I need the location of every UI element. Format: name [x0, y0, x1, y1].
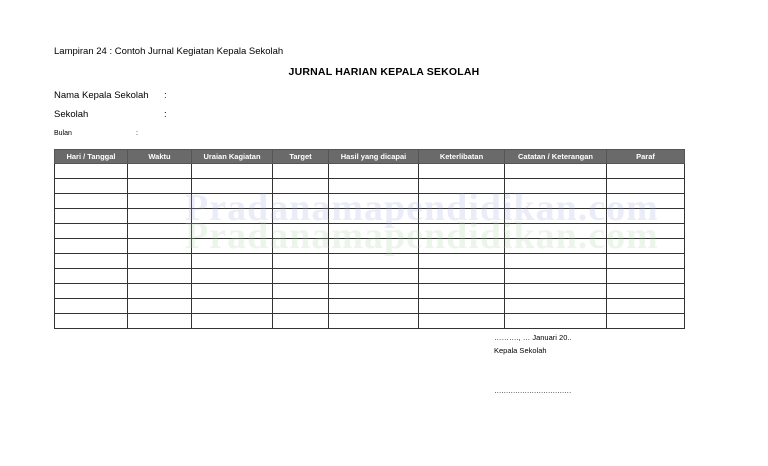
table-cell	[419, 254, 505, 269]
table-cell	[607, 164, 685, 179]
table-cell	[55, 239, 128, 254]
table-cell	[128, 254, 192, 269]
table-cell	[607, 254, 685, 269]
table-cell	[419, 164, 505, 179]
table-cell	[505, 224, 607, 239]
table-cell	[55, 179, 128, 194]
field-bulan	[54, 130, 138, 137]
field-label: Sekolah	[54, 109, 89, 120]
table-cell	[128, 269, 192, 284]
table-cell	[607, 224, 685, 239]
table-cell	[273, 254, 329, 269]
table-cell	[329, 194, 419, 209]
signature-role: Kepala Sekolah	[494, 346, 547, 355]
column-header: Paraf	[607, 150, 685, 164]
field-label: Nama Kepala Sekolah	[54, 90, 149, 101]
table-cell	[329, 164, 419, 179]
table-cell	[273, 239, 329, 254]
table-cell	[607, 179, 685, 194]
table-cell	[192, 314, 273, 329]
table-cell	[128, 314, 192, 329]
table-cell	[329, 284, 419, 299]
table-cell	[505, 284, 607, 299]
table-row	[55, 299, 685, 314]
table-cell	[128, 284, 192, 299]
table-cell	[273, 314, 329, 329]
field-colon: :	[164, 109, 167, 120]
table-cell	[192, 194, 273, 209]
table-cell	[607, 284, 685, 299]
table-cell	[192, 239, 273, 254]
table-row	[55, 314, 685, 329]
table-cell	[607, 299, 685, 314]
table-header-row	[55, 150, 685, 164]
table-row	[55, 209, 685, 224]
table-cell	[329, 209, 419, 224]
table-cell	[329, 224, 419, 239]
table-cell	[273, 284, 329, 299]
table-cell	[192, 224, 273, 239]
table-cell	[273, 164, 329, 179]
table-cell	[192, 164, 273, 179]
table-cell	[192, 269, 273, 284]
table-cell	[55, 224, 128, 239]
table-cell	[505, 164, 607, 179]
table-cell	[419, 209, 505, 224]
table-cell	[273, 269, 329, 284]
table-cell	[505, 314, 607, 329]
table-cell	[55, 209, 128, 224]
table-cell	[329, 239, 419, 254]
table-cell	[419, 284, 505, 299]
table-cell	[55, 299, 128, 314]
field-colon: :	[164, 90, 167, 101]
table-row	[55, 254, 685, 269]
table-cell	[128, 194, 192, 209]
table-row	[55, 269, 685, 284]
column-header: Catatan / Keterangan	[505, 150, 607, 164]
column-header: Waktu	[128, 150, 192, 164]
table-cell	[329, 299, 419, 314]
table-cell	[419, 299, 505, 314]
table-row	[55, 239, 685, 254]
table-cell	[607, 314, 685, 329]
field-nama-kepala-sekolah	[54, 90, 167, 101]
table-cell	[419, 194, 505, 209]
table-cell	[607, 239, 685, 254]
table-cell	[128, 179, 192, 194]
table-row	[55, 164, 685, 179]
table-cell	[329, 314, 419, 329]
table-cell	[55, 314, 128, 329]
table-cell	[273, 224, 329, 239]
table-cell	[192, 254, 273, 269]
table-body	[55, 164, 685, 329]
column-header: Keterlibatan	[419, 150, 505, 164]
table-row	[55, 179, 685, 194]
field-sekolah	[54, 109, 167, 120]
table-cell	[128, 224, 192, 239]
watermark-logo: Pradanamapendidikan.com	[185, 187, 659, 229]
table-cell	[419, 224, 505, 239]
table-cell	[192, 209, 273, 224]
table-cell	[607, 209, 685, 224]
column-header: Hari / Tanggal	[55, 150, 128, 164]
document-caption: Lampiran 24 : Contoh Jurnal Kegiatan Kepala Sekolah	[54, 46, 284, 57]
table-cell	[419, 239, 505, 254]
signature-date: ………., … Januari 20..	[494, 333, 572, 342]
table-cell	[128, 299, 192, 314]
table-cell	[419, 314, 505, 329]
document-title: JURNAL HARIAN KEPALA SEKOLAH	[288, 66, 480, 78]
table-cell	[607, 269, 685, 284]
table-cell	[505, 239, 607, 254]
table-cell	[128, 164, 192, 179]
table-cell	[192, 284, 273, 299]
table-cell	[505, 209, 607, 224]
table-cell	[128, 209, 192, 224]
table-cell	[192, 299, 273, 314]
table-cell	[273, 299, 329, 314]
table-cell	[329, 254, 419, 269]
table-cell	[505, 254, 607, 269]
column-header: Uraian Kagiatan	[192, 150, 273, 164]
table-cell	[273, 194, 329, 209]
table-row	[55, 194, 685, 209]
table-cell	[505, 179, 607, 194]
table-cell	[505, 269, 607, 284]
table-cell	[55, 284, 128, 299]
table-cell	[55, 194, 128, 209]
table-cell	[607, 194, 685, 209]
column-header: Hasil yang dicapai	[329, 150, 419, 164]
table-cell	[192, 179, 273, 194]
table-cell	[55, 254, 128, 269]
table-cell	[505, 299, 607, 314]
table-row	[55, 224, 685, 239]
table-cell	[419, 269, 505, 284]
table-cell	[128, 239, 192, 254]
table-cell	[419, 179, 505, 194]
table-cell	[273, 179, 329, 194]
table-cell	[55, 164, 128, 179]
table-cell	[505, 194, 607, 209]
field-colon: :	[136, 130, 138, 137]
journal-table	[54, 149, 685, 329]
field-label: Bulan	[54, 130, 72, 137]
table-cell	[55, 269, 128, 284]
table-cell	[329, 179, 419, 194]
signature-name-line: ……………………………	[494, 386, 571, 395]
table-cell	[273, 209, 329, 224]
column-header: Target	[273, 150, 329, 164]
table-cell	[329, 269, 419, 284]
table-row	[55, 284, 685, 299]
